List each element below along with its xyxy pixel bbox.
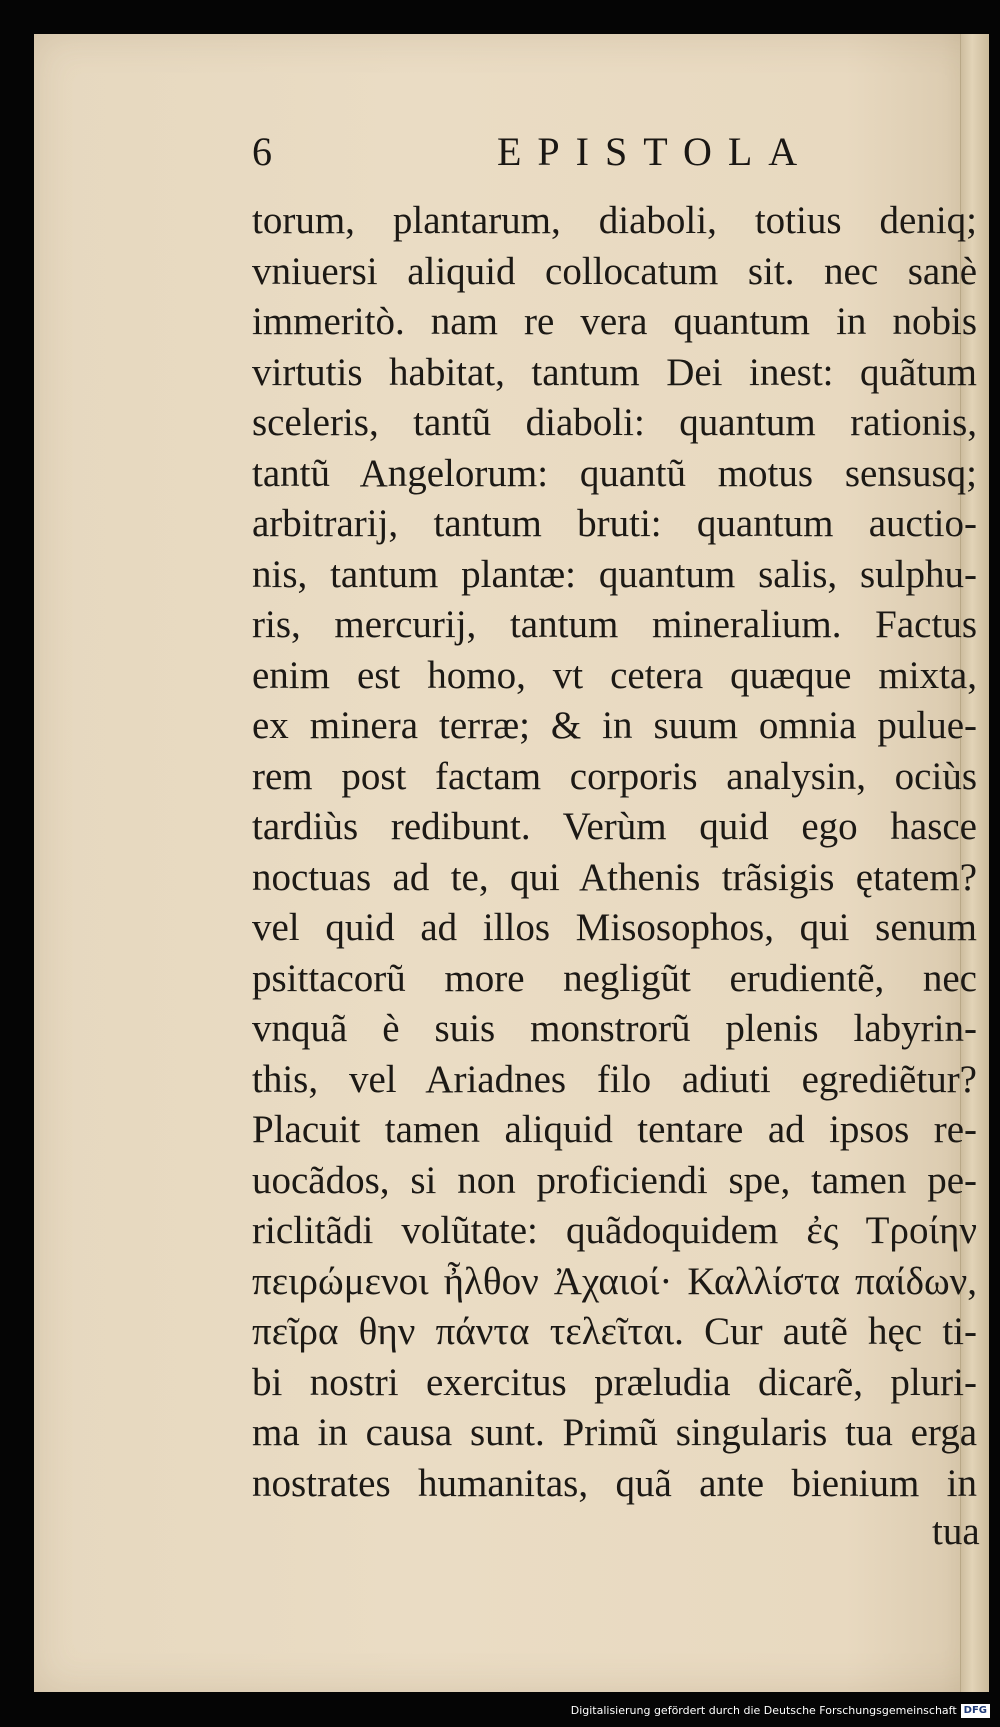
text-line: noctuas ad te, qui Athenis trãsigis ętatem? [252, 855, 977, 899]
text-line: tardiùs redibunt. Verùm quid ego hasce [252, 805, 977, 848]
text-line: nostrates humanitas, quã ante bienium in [252, 1461, 977, 1505]
book-page [34, 34, 989, 1692]
text-line: uocãdos, si non proficiendi spe, tamen pe- [252, 1158, 977, 1202]
dfg-logo: DFG [961, 1704, 990, 1718]
catchword: tua [932, 1510, 980, 1553]
text-line: virtutis habitat, tantum Dei inest: quãtum [252, 350, 977, 394]
text-line: enim est homo, vt cetera quæque mixta, [252, 653, 977, 697]
text-line: arbitrarij, tantum bruti: quantum auctio- [252, 502, 977, 545]
text-line: ma in causa sunt. Primũ singularis tua erga [252, 1411, 977, 1454]
text-line: rem post factam corporis analysin, ociùs [252, 754, 977, 798]
text-line: psittacorũ more negligũt erudientẽ, nec [252, 956, 977, 1000]
text-line: πειρώμενοι ἦλθον Ἀχαιοί· Καλλίστα παίδων, [252, 1259, 977, 1303]
text-line: vniuersi aliquid collocatum sit. nec sanè [252, 249, 977, 293]
text-line: ris, mercurij, tantum mineralium. Factus [252, 603, 977, 646]
text-line: tantũ Angelorum: quantũ motus sensusq; [252, 451, 977, 495]
text-line: vel quid ad illos Misosophos, qui senum [252, 906, 977, 949]
text-line: this, vel Ariadnes filo adiuti egrediẽtur? [252, 1057, 977, 1101]
page-number: 6 [252, 129, 272, 174]
credit-text: Digitalisierung gefördert durch die Deutsche Forschungsgemeinschaft [570, 1704, 957, 1717]
text-line: sceleris, tantũ diaboli: quantum rationis, [252, 401, 977, 444]
digitization-credit [571, 1701, 990, 1721]
running-head-title: EPISTOLA [497, 129, 814, 174]
text-line: vnquã è suis monstrorũ plenis labyrin- [252, 1007, 977, 1050]
text-line: bi nostri exercitus præludia dicarẽ, pluri- [252, 1360, 977, 1404]
text-line: ex minera terræ; & in suum omnia pulue- [252, 704, 977, 747]
text-line: torum, plantarum, diaboli, totius deniq; [252, 199, 977, 242]
text-line: immeritò. nam re vera quantum in nobis [252, 300, 977, 343]
running-head [252, 122, 814, 182]
text-line: πεῖρα θην πάντα τελεῖται. Cur autẽ hęc ti- [252, 1310, 977, 1353]
text-line: Placuit tamen aliquid tentare ad ipsos re- [252, 1108, 977, 1151]
text-line: nis, tantum plantæ: quantum salis, sulphu- [252, 552, 977, 596]
text-line: riclitãdi volũtate: quãdoquidem ἐς Τροίην [252, 1209, 977, 1252]
body-text [252, 196, 977, 1509]
